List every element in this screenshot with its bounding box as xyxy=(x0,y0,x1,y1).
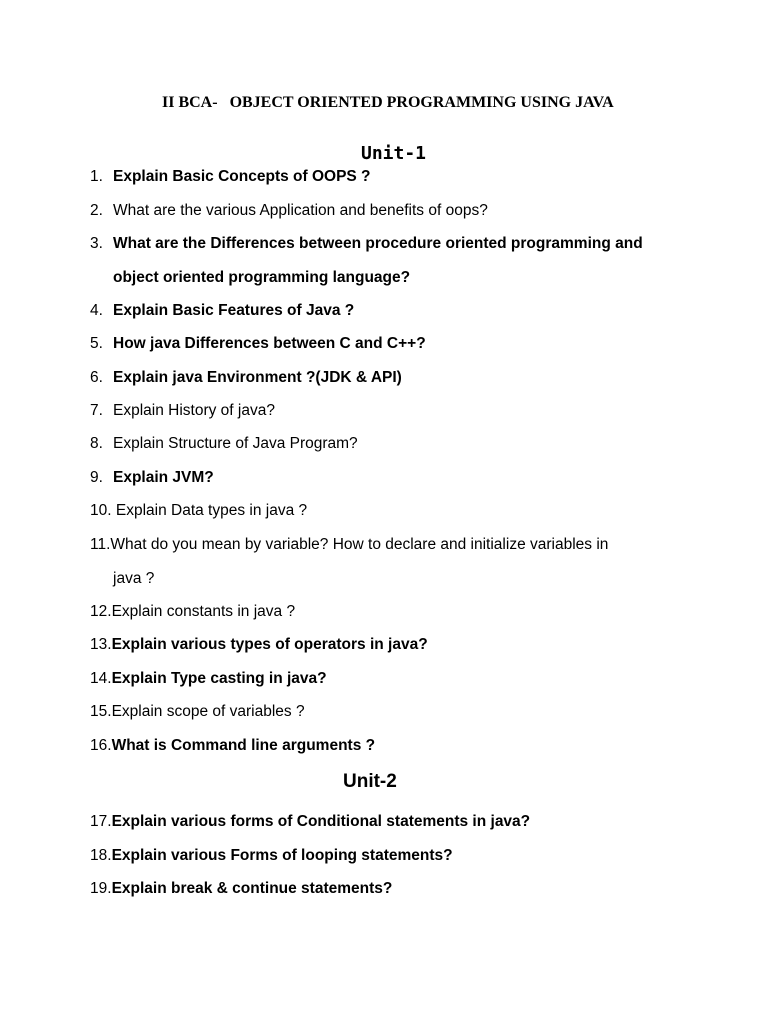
question-text-continued: java ? xyxy=(113,569,155,587)
question-16 xyxy=(90,729,656,763)
question-13 xyxy=(90,628,656,662)
question-number: 7. xyxy=(90,402,103,419)
question-2 xyxy=(90,194,656,228)
question-number: 14. xyxy=(90,670,112,687)
question-text: Explain various types of operators in java? xyxy=(111,636,428,653)
question-14 xyxy=(90,662,656,696)
question-text: What are the Differences between procedure oriented programming and xyxy=(113,235,643,252)
question-10 xyxy=(90,494,656,528)
unit-2-heading: Unit-2 xyxy=(343,771,397,792)
question-text: Explain constants in java ? xyxy=(111,603,296,620)
question-text: What do you mean by variable? How to declare and initialize variables in xyxy=(110,536,609,553)
question-text: Explain JVM? xyxy=(113,469,214,486)
document-title: II BCA- OBJECT ORIENTED PROGRAMMING USING JAVA xyxy=(162,94,614,111)
question-text: Explain Basic Features of Java ? xyxy=(113,302,355,319)
question-text: Explain History of java? xyxy=(113,402,275,419)
question-17 xyxy=(90,805,656,839)
question-7 xyxy=(90,394,656,428)
question-number: 10. xyxy=(90,502,112,519)
question-text: Explain java Environment ?(JDK & API) xyxy=(113,369,402,386)
question-text: Explain Basic Concepts of OOPS ? xyxy=(113,168,371,185)
question-12 xyxy=(90,595,656,629)
question-text: Explain break & continue statements? xyxy=(111,880,393,897)
question-number: 2. xyxy=(90,202,103,219)
question-11 xyxy=(90,528,656,595)
question-text: Explain various forms of Conditional statements in java? xyxy=(111,813,531,830)
question-1 xyxy=(90,160,656,194)
question-19 xyxy=(90,872,656,906)
question-number: 9. xyxy=(90,469,103,486)
question-number: 16. xyxy=(90,737,112,754)
question-9 xyxy=(90,461,656,495)
question-text: Explain scope of variables ? xyxy=(111,703,305,720)
question-6 xyxy=(90,361,656,395)
question-text: Explain Type casting in java? xyxy=(111,670,327,687)
question-4 xyxy=(90,294,656,328)
question-text: Explain Structure of Java Program? xyxy=(113,435,358,452)
question-number: 8. xyxy=(90,435,103,452)
question-number: 3. xyxy=(90,235,103,252)
question-number: 6. xyxy=(90,369,103,386)
question-number: 13. xyxy=(90,636,112,653)
question-number: 4. xyxy=(90,302,103,319)
question-3 xyxy=(90,227,656,294)
question-number: 15. xyxy=(90,703,112,720)
question-text-continued: object oriented programming language? xyxy=(113,268,411,286)
question-number: 19. xyxy=(90,880,112,897)
question-5 xyxy=(90,327,656,361)
question-text: What are the various Application and benefits of oops? xyxy=(113,202,488,219)
question-number: 5. xyxy=(90,335,103,352)
unit-1-heading: Unit-1 xyxy=(361,143,427,164)
question-number: 18. xyxy=(90,847,112,864)
question-number: 12. xyxy=(90,603,112,620)
question-number: 1. xyxy=(90,168,103,185)
question-18 xyxy=(90,839,656,873)
question-number: 11. xyxy=(90,536,111,553)
question-text: Explain Data types in java ? xyxy=(111,502,308,519)
question-text: How java Differences between C and C++? xyxy=(113,335,426,352)
question-8 xyxy=(90,427,656,461)
question-15 xyxy=(90,695,656,729)
question-number: 17. xyxy=(90,813,112,830)
question-text: Explain various Forms of looping statements? xyxy=(111,847,453,864)
question-text: What is Command line arguments ? xyxy=(111,737,376,754)
